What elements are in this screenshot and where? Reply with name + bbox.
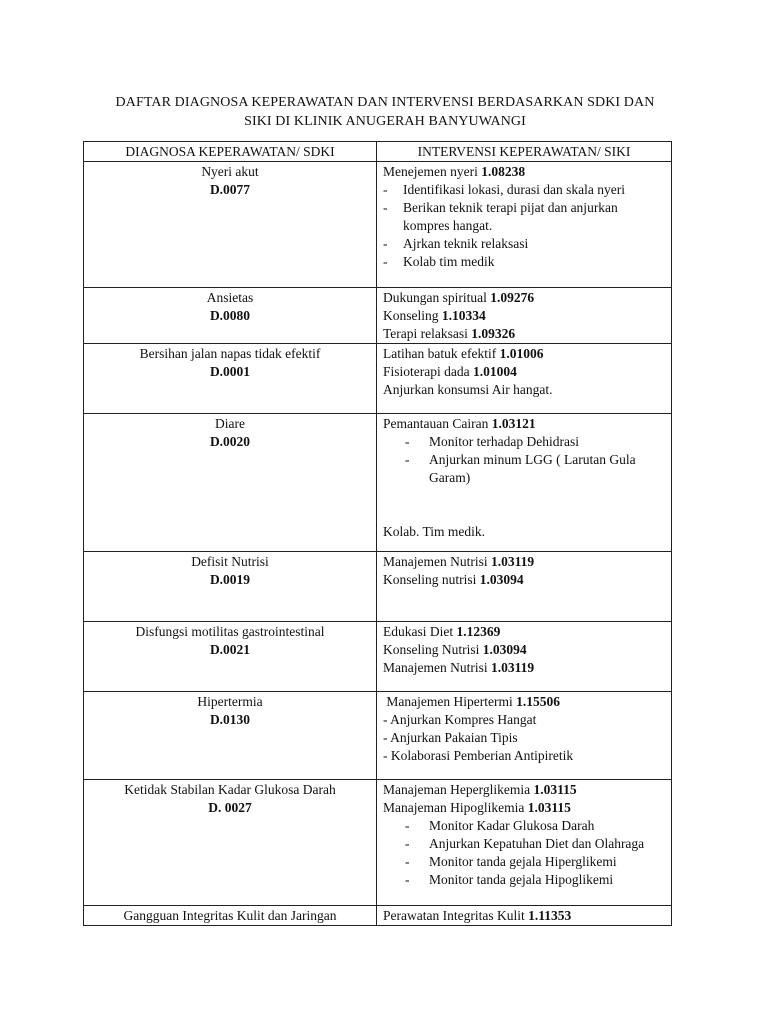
intervention-list [383,181,665,271]
intervention-line [383,693,665,711]
table-header-row [84,142,672,162]
diagnosis-cell [84,780,377,906]
intervention-line [383,659,665,677]
diagnosis-code: D.0019 [209,572,251,587]
intervention-line [383,363,665,381]
diagnosis-code: D.0001 [209,364,251,379]
header-intervention: INTERVENSI KEPERAWATAN/ SIKI [377,142,672,162]
intervention-text: Konseling [383,308,442,323]
intervention-line [383,289,665,307]
intervention-list [383,817,665,889]
list-item: - Ajrkan teknik relaksasi [383,235,665,253]
intervention-text: Menejemen nyeri [383,164,482,179]
intervention-code: 1.08238 [481,164,526,179]
list-item: - Identifikasi lokasi, durasi dan skala nyeri [383,181,665,199]
diagnosis-name: Bersihan jalan napas tidak efektif [139,346,321,361]
intervention-text: Fisioterapi dada [383,364,473,379]
intervention-text: Konseling nutrisi [383,572,480,587]
intervention-text: Perawatan Integritas Kulit [383,908,529,923]
diagnosis-code: D.0077 [209,182,251,197]
intervention-line [383,325,665,343]
intervention-text: Dukungan spiritual [383,290,491,305]
list-item: - Monitor tanda gejala Hiperglikemi [383,853,665,871]
intervention-code: 1.01004 [472,364,517,379]
intervention-code: 1.09326 [471,326,516,341]
intervention-text: Edukasi Diet [383,624,457,639]
diagnosis-cell [84,162,377,288]
diagnosis-code: D.0021 [209,642,251,657]
intervention-cell [377,414,672,552]
intervention-line [383,345,665,363]
table-row [84,288,672,344]
intervention-code: 1.10334 [441,308,486,323]
diagnosis-code: D.0080 [209,308,251,323]
intervention-line [383,571,665,589]
table-row [84,906,672,926]
intervention-line [383,415,665,433]
intervention-code: 1.15506 [516,694,560,709]
intervention-note: Kolab. Tim medik. [383,524,486,539]
list-item: - Anjurkan minum LGG ( Larutan Gula Garam) [383,451,665,487]
intervention-line [383,641,665,659]
intervention-line [383,163,665,181]
diagnosis-name: Nyeri akut [201,164,259,179]
table-row [84,692,672,780]
intervention-text: Anjurkan konsumsi Air hangat. [383,382,553,397]
diagnosis-name: Hipertermia [197,694,263,709]
table-row [84,622,672,692]
intervention-text: Latihan batuk efektif [383,346,500,361]
list-item: - Monitor Kadar Glukosa Darah [383,817,665,835]
intervention-line [383,623,665,641]
intervention-code: 1.09276 [490,290,535,305]
diagnosis-name: Defisit Nutrisi [191,554,269,569]
list-item: - Kolaborasi Pemberian Antipiretik [383,748,574,763]
intervention-line [383,781,665,799]
intervention-cell [377,344,672,414]
intervention-cell [377,622,672,692]
intervention-line [383,799,665,817]
table-row [84,780,672,906]
diagnosis-name: Disfungsi motilitas gastrointestinal [135,624,325,639]
diagnosis-cell [84,906,377,926]
diagnosis-intervention-table [83,141,672,926]
table-row [84,162,672,288]
intervention-text: Manajeman Heperglikemia [383,782,534,797]
intervention-line [383,907,665,925]
intervention-code: 1.12369 [456,624,501,639]
diagnosis-name: Ketidak Stabilan Kadar Glukosa Darah [124,782,336,797]
diagnosis-cell [84,622,377,692]
diagnosis-code: D.0020 [209,434,251,449]
diagnosis-name: Ansietas [206,290,254,305]
diagnosis-cell [84,552,377,622]
diagnosis-name: Gangguan Integritas Kulit dan Jaringan [123,908,337,923]
intervention-list [383,433,665,487]
intervention-cell [377,692,672,780]
intervention-text: Pemantauan Cairan [383,416,492,431]
diagnosis-name: Diare [215,416,245,431]
intervention-text: Konseling Nutrisi [383,642,483,657]
intervention-cell [377,780,672,906]
diagnosis-code: D. 0027 [208,800,252,815]
intervention-text: Terapi relaksasi [383,326,472,341]
intervention-code: 1.03115 [533,782,577,797]
list-item: - Berikan teknik terapi pijat dan anjurkan kompres hangat. [383,199,665,235]
table-row [84,344,672,414]
list-item: - Monitor terhadap Dehidrasi [383,433,665,451]
intervention-cell [377,162,672,288]
table-row [84,552,672,622]
intervention-text: Manajeman Hipoglikemia [383,800,528,815]
header-diagnosis: DIAGNOSA KEPERAWATAN/ SDKI [84,142,377,162]
title-line-1: DAFTAR DIAGNOSA KEPERAWATAN DAN INTERVENSI BERDASARKAN SDKI DAN [115,95,655,110]
title-line-2: SIKI DI KLINIK ANUGERAH BANYUWANGI [244,114,526,129]
diagnosis-cell [84,692,377,780]
list-item: - Anjurkan Pakaian Tipis [383,730,518,745]
diagnosis-cell [84,344,377,414]
intervention-code: 1.03121 [491,416,536,431]
intervention-code: 1.03094 [479,572,524,587]
intervention-code: 1.03115 [527,800,571,815]
intervention-line [383,553,665,571]
intervention-text: Manajemen Nutrisi [383,660,491,675]
table-row [84,414,672,552]
diagnosis-code: D.0130 [209,712,251,727]
diagnosis-cell [84,414,377,552]
intervention-line [383,307,665,325]
document-title [80,93,690,131]
intervention-text: Manajemen Nutrisi [383,554,491,569]
list-item: - Anjurkan Kepatuhan Diet dan Olahraga [383,835,665,853]
intervention-cell [377,906,672,926]
intervention-code: 1.03119 [490,554,535,569]
intervention-cell [377,552,672,622]
intervention-text: Manajemen Hipertermi [383,694,517,709]
intervention-code: 1.11353 [528,908,572,923]
diagnosis-cell [84,288,377,344]
list-item: - Anjurkan Kompres Hangat [383,712,537,727]
intervention-code: 1.01006 [499,346,544,361]
intervention-code: 1.03119 [490,660,535,675]
list-item: - Monitor tanda gejala Hipoglikemi [383,871,665,889]
intervention-line [383,381,665,399]
intervention-cell [377,288,672,344]
intervention-code: 1.03094 [482,642,527,657]
list-item: - Kolab tim medik [383,253,665,271]
